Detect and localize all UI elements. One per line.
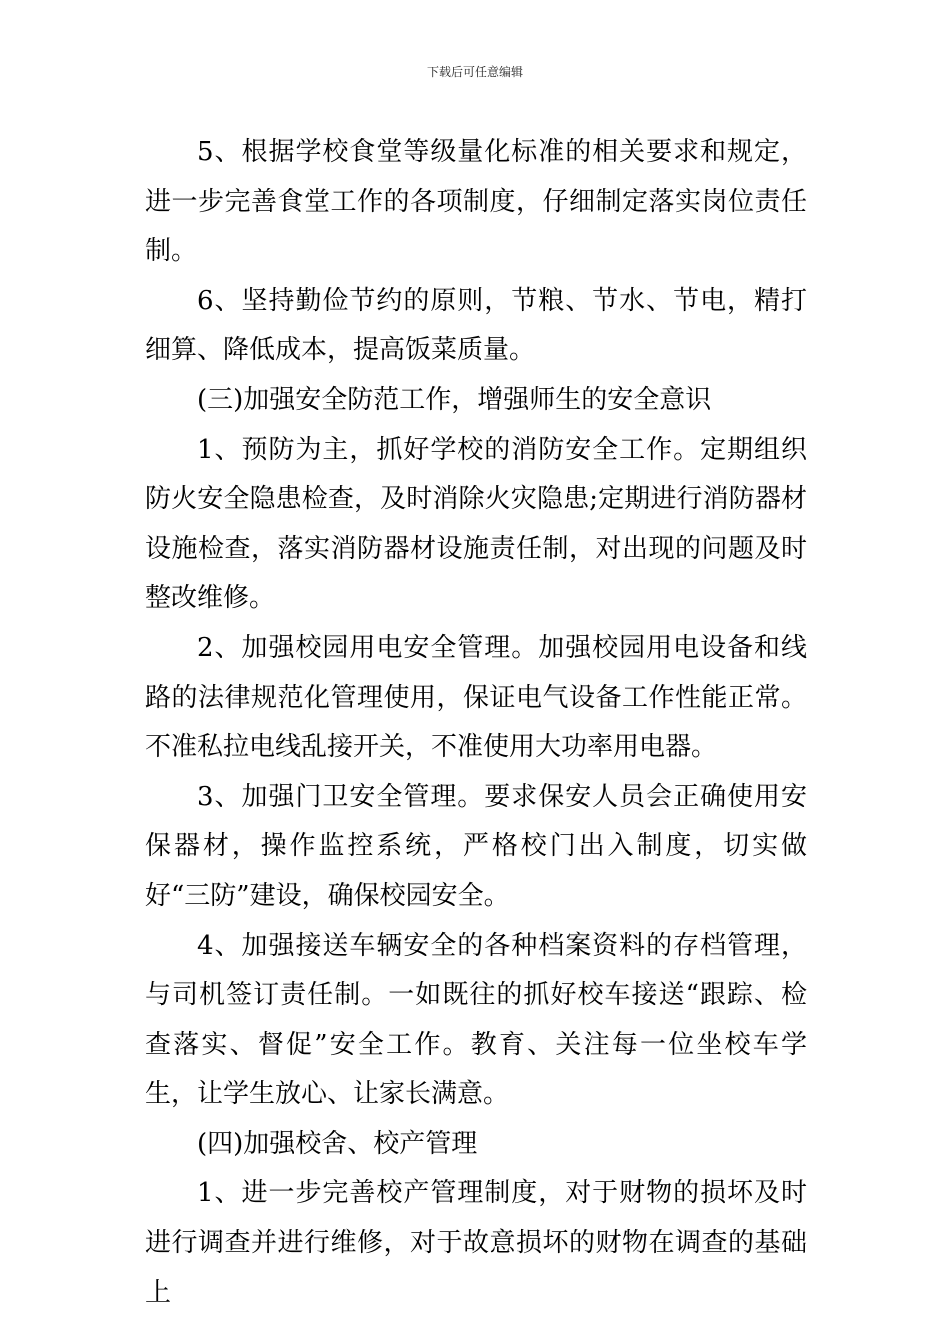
- paragraph-fire-safety: 1、预防为主，抓好学校的消防安全工作。定期组织防火安全隐患检查，及时消除火灾隐患;定期进行消防器材设施检查，落实消防器材设施责任制，对出现的问题及时整改维修。: [145, 434, 807, 614]
- paragraph-thrift: 6、坚持勤俭节约的原则，节粮、节水、节电，精打细算、降低成本，提高饭菜质量。: [145, 285, 807, 366]
- document-body: [145, 128, 807, 1318]
- section-heading-property: (四)加强校舍、校产管理: [197, 1128, 478, 1159]
- paragraph-gate-security: 3、加强门卫安全管理。要求保安人员会正确使用安保器材，操作监控系统，严格校门出入制度，切实做好“三防”建设，确保校园安全。: [145, 781, 807, 911]
- paragraph-canteen-standards: 5、根据学校食堂等级量化标准的相关要求和规定，进一步完善食堂工作的各项制度，仔细制定落实岗位责任制。: [145, 137, 807, 267]
- page-header: 下载后可任意编辑: [426, 65, 523, 79]
- paragraph-electrical-safety: 2、加强校园用电安全管理。加强校园用电设备和线路的法律规范化管理使用，保证电气设备工作性能正常。不准私拉电线乱接开关，不准使用大功率用电器。: [145, 632, 807, 763]
- section-heading-safety: (三)加强安全防范工作，增强师生的安全意识: [197, 384, 712, 415]
- paragraph-school-bus: 4、加强接送车辆安全的各种档案资料的存档管理，与司机签订责任制。一如既往的抓好校车接送“跟踪、检查落实、督促”安全工作。教育、关注每一位坐校车学生，让学生放心、让家长满意。: [145, 930, 807, 1110]
- paragraph-property-management: 1、进一步完善校产管理制度，对于财物的损坏及时进行调查并进行维修，对于故意损坏的财物在调查的基础上: [145, 1178, 807, 1308]
